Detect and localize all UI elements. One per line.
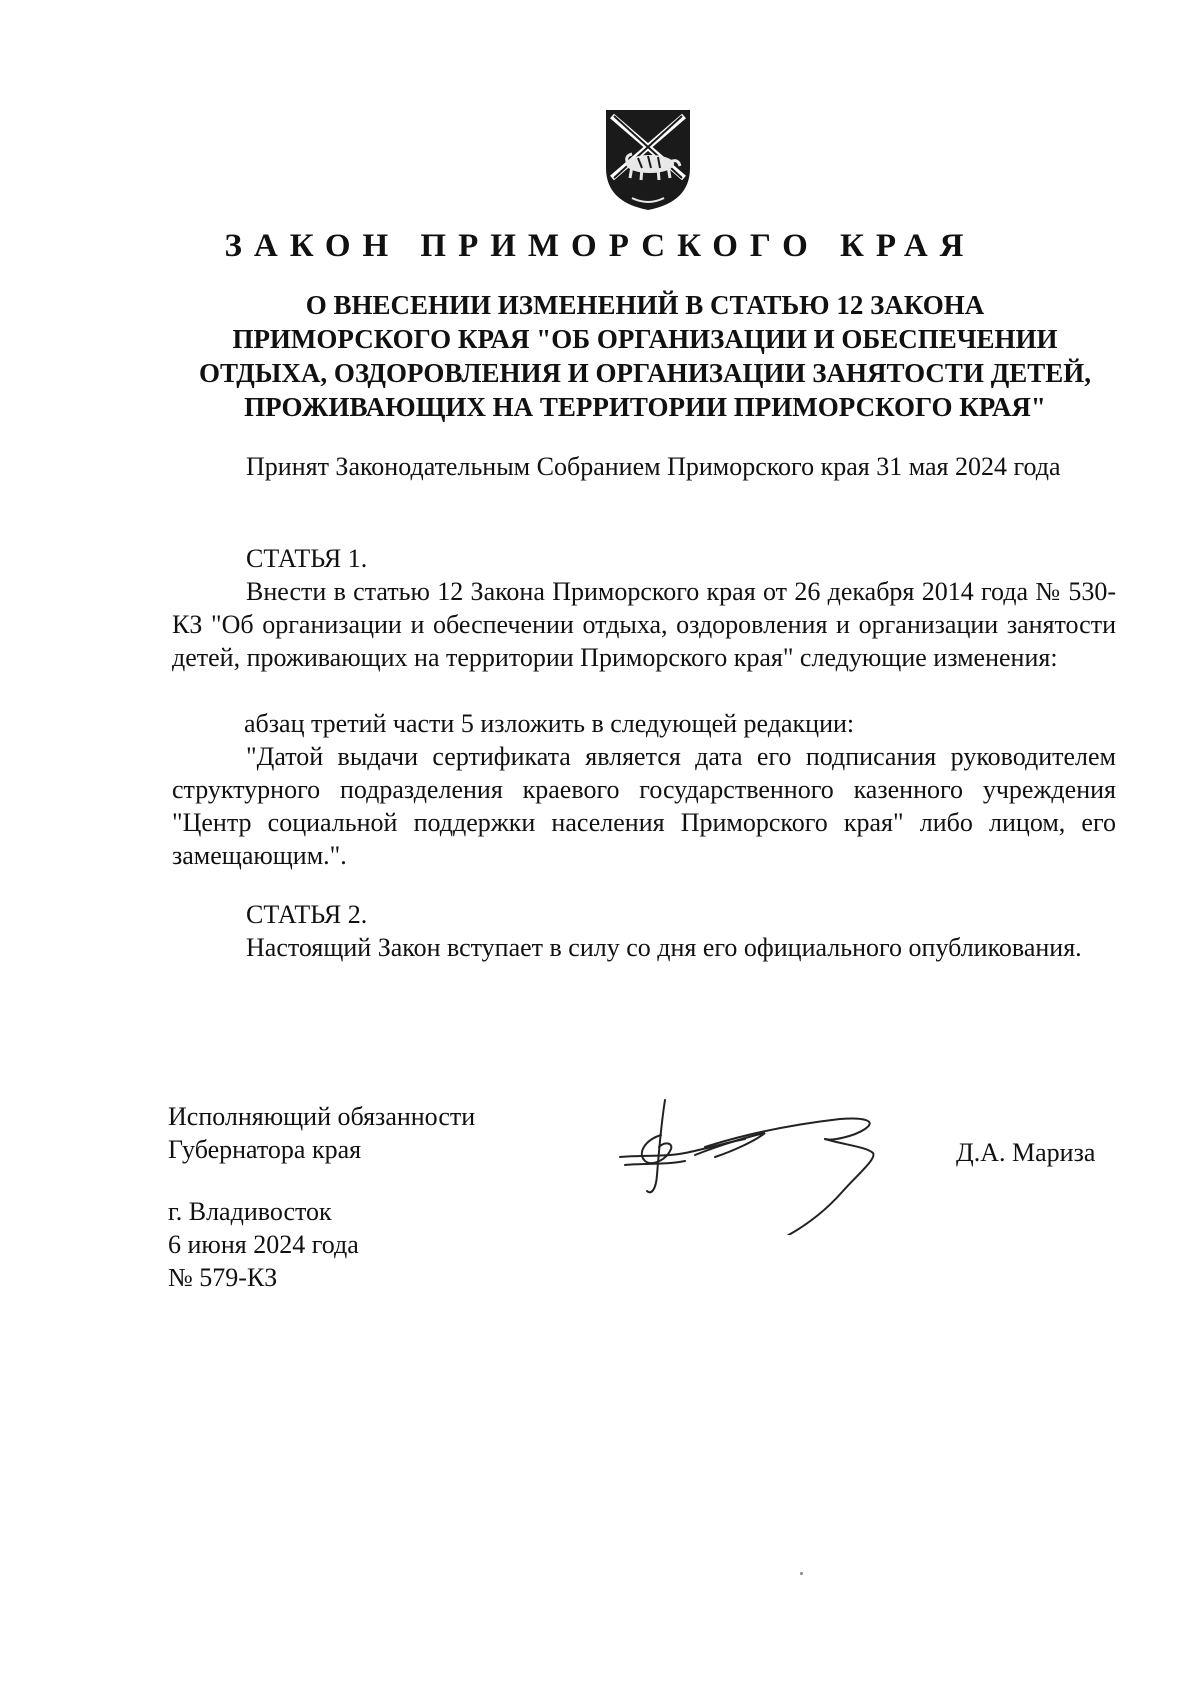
document-footer [168, 1195, 359, 1294]
subtitle-line: ОТДЫХА, ОЗДОРОВЛЕНИЯ И ОРГАНИЗАЦИИ ЗАНЯТОСТИ ДЕТЕЙ, [198, 358, 1092, 388]
handwritten-signature [615, 1095, 915, 1235]
article-1-text: Внести в статью 12 Закона Приморского края от 26 декабря 2014 года № 530-КЗ "Об организации и обеспечении отдыха, оздоровления и организации занятости детей, проживающих на территории Приморского края" следующие изменения: [172, 577, 1116, 672]
law-title: ЗАКОН ПРИМОРСКОГО КРАЯ [224, 228, 976, 264]
document-date: 6 июня 2024 года [168, 1230, 359, 1259]
signatory-name: Д.А. Мариза [956, 1138, 1096, 1167]
subtitle-line: О ВНЕСЕНИИ ИЗМЕНЕНИЙ В СТАТЬЮ 12 ЗАКОНА [305, 290, 985, 320]
signatory-role [168, 1100, 475, 1166]
law-subtitle [170, 288, 1120, 424]
article-1-quote: "Датой выдачи сертификата является дата его подписания руководителем структурного подразделения краевого государственного казенного учреждения "Центр социальной поддержки населения Приморского края" либо лицом, его замещающим.". [172, 742, 1116, 870]
article-1-paragraph: абзац третий части 5 изложить в следующей редакции: [244, 709, 855, 738]
scan-speck [800, 1572, 803, 1575]
article-1-heading: СТАТЬЯ 1. [246, 544, 368, 573]
document-number: № 579-КЗ [168, 1263, 278, 1292]
signatory-role-line: Исполняющий обязанности [168, 1102, 476, 1131]
subtitle-line: ПРИМОРСКОГО КРАЯ "ОБ ОРГАНИЗАЦИИ И ОБЕСПЕЧЕНИИ [232, 324, 1058, 354]
coat-of-arms-emblem [602, 106, 694, 214]
subtitle-line: ПРОЖИВАЮЩИХ НА ТЕРРИТОРИИ ПРИМОРСКОГО КРАЯ" [244, 392, 1046, 422]
signatory-role-line: Губернатора края [168, 1135, 362, 1164]
article-2-text: Настоящий Закон вступает в силу со дня его официального опубликования. [246, 933, 1082, 962]
adoption-statement: Принят Законодательным Собранием Приморского края 31 мая 2024 года [246, 452, 1061, 481]
city: г. Владивосток [168, 1197, 332, 1226]
article-2-heading: СТАТЬЯ 2. [246, 900, 368, 929]
